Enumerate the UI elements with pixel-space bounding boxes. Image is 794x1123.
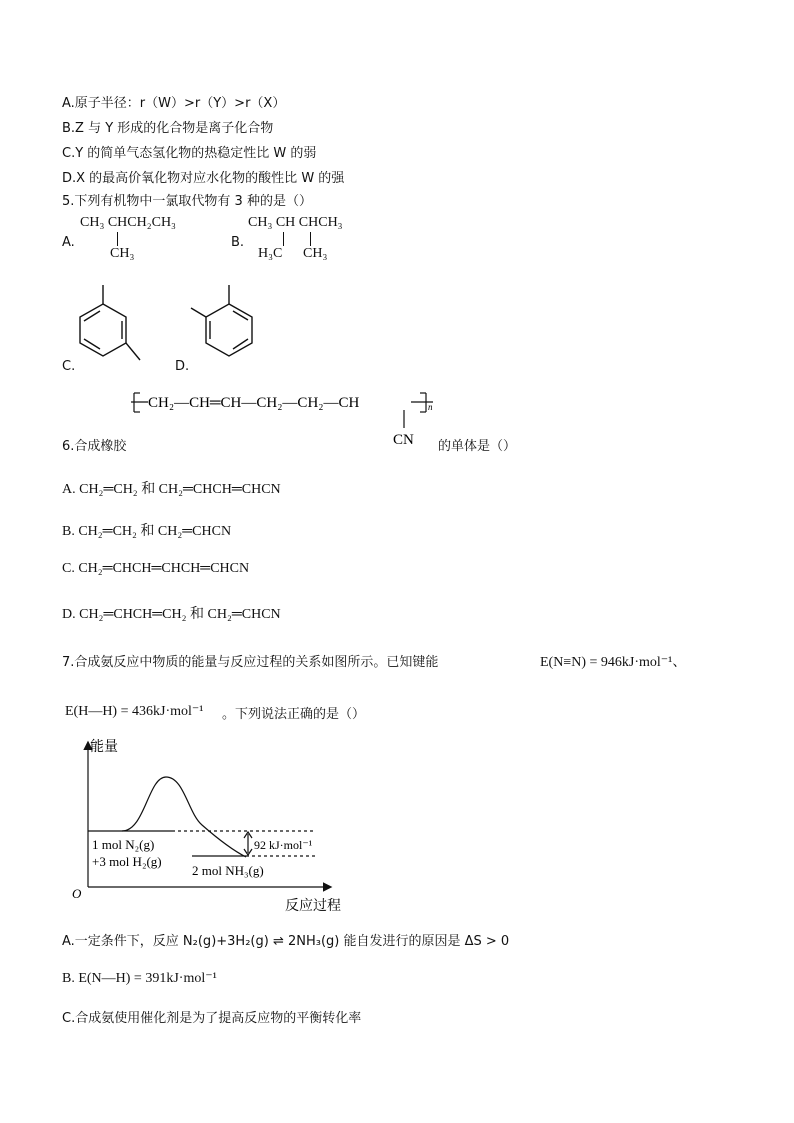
q6-polymer-structure	[128, 388, 448, 450]
q6-polymer-substituent: CN	[393, 432, 414, 448]
q5-struct-a-branch: CH₃	[110, 246, 135, 261]
q4-option-b: B.Z 与 Y 形成的化合物是离子化合物	[62, 121, 274, 136]
q7-option-c: C.合成氨使用催化剂是为了提高反应物的平衡转化率	[62, 1011, 362, 1026]
q6-polymer-chain: CH₂—CH═CH—CH₂—CH₂—CH	[148, 395, 360, 411]
q5-struct-a-bond	[117, 232, 118, 246]
q6-polymer-n: n	[428, 402, 433, 412]
q5-struct-a-main: CH₃ CHCH₂CH₃	[80, 215, 176, 230]
diagram-ylabel: 能量	[90, 739, 118, 755]
q5-struct-b-branch1: H₃C	[258, 246, 283, 261]
q7-option-a: A.一定条件下，反应 N₂(g)+3H₂(g) ⇌ 2NH₃(g) 能自发进行的原因是 ΔS > 0	[62, 934, 510, 949]
q6-stem-prefix: 6.合成橡胶	[62, 439, 127, 454]
q5-struct-b-branch2: CH₃	[303, 246, 328, 261]
diagram-xlabel: 反应过程	[285, 898, 341, 914]
diagram-reactant1: 1 mol N₂(g)	[92, 837, 155, 852]
q6-stem-suffix: 的单体是（）	[438, 439, 517, 454]
q6-option-d: D. CH₂═CHCH═CH₂ 和 CH₂═CHCN	[62, 607, 281, 622]
diagram-product: 2 mol NH₃(g)	[192, 863, 264, 878]
q6-option-c: C. CH₂═CHCH═CHCH═CHCN	[62, 561, 250, 576]
q5-struct-b-bond1	[283, 232, 284, 246]
q7-bond-energy-hh: E(H—H) = 436kJ·mol⁻¹	[65, 704, 204, 719]
diagram-delta-h: 92 kJ·mol⁻¹	[254, 838, 313, 852]
q7-option-b: B. E(N—H) = 391kJ·mol⁻¹	[62, 971, 217, 986]
q6-option-b: B. CH₂═CH₂ 和 CH₂═CHCN	[62, 524, 232, 539]
q5-label-b: B.	[231, 235, 245, 250]
q5-struct-c-meta-xylene	[70, 280, 150, 370]
q7-energy-diagram	[60, 735, 350, 915]
q5-label-d: D.	[175, 359, 190, 374]
q4-option-c: C.Y 的简单气态氢化物的热稳定性比 W 的弱	[62, 146, 317, 161]
q7-stem-line2: 。下列说法正确的是（）	[222, 707, 366, 722]
q6-option-a: A. CH₂═CH₂ 和 CH₂═CHCH═CHCN	[62, 482, 281, 497]
q5-struct-d-ortho-xylene	[185, 280, 265, 370]
q5-label-a: A.	[62, 235, 75, 250]
diagram-reactant2: +3 mol H₂(g)	[92, 854, 162, 869]
q7-bond-energy-nn: E(N≡N) = 946kJ·mol⁻¹、	[540, 655, 687, 670]
q5-stem: 5.下列有机物中一氯取代物有 3 种的是（）	[62, 194, 312, 209]
q4-option-a: A.原子半径：r（W）>r（Y）>r（X）	[62, 96, 286, 111]
q5-label-c: C.	[62, 359, 76, 374]
q4-option-d: D.X 的最高价氧化物对应水化物的酸性比 W 的强	[62, 171, 345, 186]
q5-struct-b-main: CH₃ CH CHCH₃	[248, 215, 343, 230]
q7-stem-line1: 7.合成氨反应中物质的能量与反应过程的关系如图所示。已知键能	[62, 655, 439, 670]
diagram-origin: O	[72, 886, 82, 901]
q5-struct-b-bond2	[310, 232, 311, 246]
